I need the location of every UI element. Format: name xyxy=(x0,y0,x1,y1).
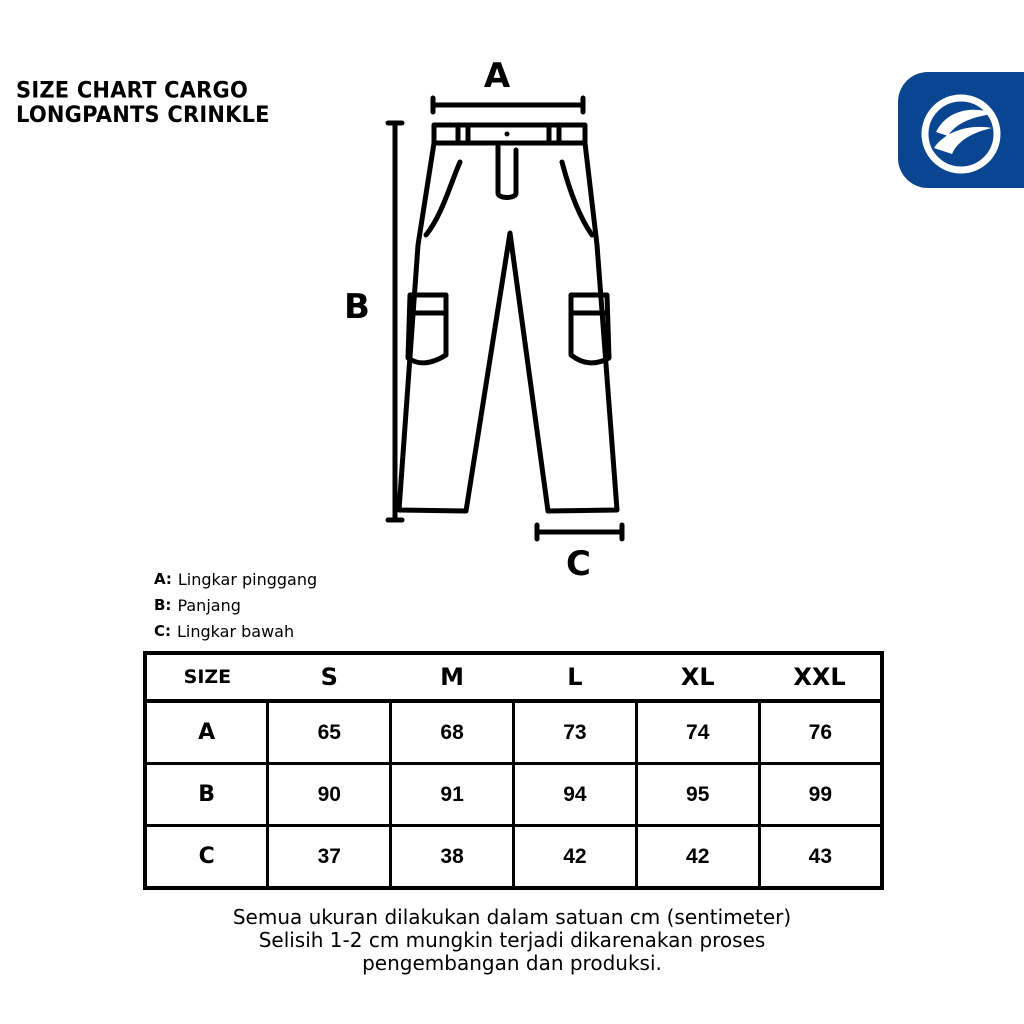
table-cell: 90 xyxy=(268,764,391,826)
dimension-a-label: A xyxy=(483,56,511,96)
table-cell: 73 xyxy=(513,701,636,764)
table-cell: 74 xyxy=(636,701,759,764)
table-row xyxy=(145,826,882,889)
row-label: A xyxy=(145,701,268,764)
table-cell: 76 xyxy=(759,701,882,764)
header-cell-xxl: XXL xyxy=(759,653,882,701)
legend-item-c xyxy=(154,618,317,644)
legend-key: A: xyxy=(154,570,172,588)
legend-text: Panjang xyxy=(177,595,241,615)
legend-text: Lingkar bawah xyxy=(177,621,295,641)
table-cell: 95 xyxy=(636,764,759,826)
size-table xyxy=(143,651,884,890)
header-cell-l: L xyxy=(513,653,636,701)
table-row xyxy=(145,701,882,764)
brand-circle-logo-icon xyxy=(898,72,1024,188)
table-cell: 99 xyxy=(759,764,882,826)
dimension-c-label: C xyxy=(566,544,591,584)
table-cell: 38 xyxy=(391,826,514,889)
table-cell: 42 xyxy=(513,826,636,889)
table-cell: 94 xyxy=(513,764,636,826)
legend-key: C: xyxy=(154,622,172,640)
row-label: C xyxy=(145,826,268,889)
legend-item-a xyxy=(154,566,317,592)
header-cell-s: S xyxy=(268,653,391,701)
table-header-row xyxy=(145,653,882,701)
table-cell: 42 xyxy=(636,826,759,889)
header-cell-size: SIZE xyxy=(145,653,268,701)
note-line-2: Selisih 1-2 cm mungkin terjadi dikarenakan proses xyxy=(258,928,766,952)
table-cell: 68 xyxy=(391,701,514,764)
dimension-b-label: B xyxy=(344,287,370,327)
title-line-1: SIZE CHART CARGO xyxy=(16,77,249,103)
table-cell: 43 xyxy=(759,826,882,889)
table-row xyxy=(145,764,882,826)
measurement-legend xyxy=(154,566,317,644)
pants-diagram xyxy=(330,55,650,585)
page-title xyxy=(16,79,270,127)
size-notes xyxy=(0,906,1024,975)
header-cell-m: M xyxy=(391,653,514,701)
note-line-3: pengembangan dan produksi. xyxy=(362,951,662,975)
table-cell: 91 xyxy=(391,764,514,826)
title-line-2: LONGPANTS CRINKLE xyxy=(16,101,270,128)
note-line-1: Semua ukuran dilakukan dalam satuan cm (sentimeter) xyxy=(232,905,792,929)
legend-item-b xyxy=(154,592,317,618)
table-cell: 65 xyxy=(268,701,391,764)
legend-text: Lingkar pinggang xyxy=(177,569,318,589)
header-cell-xl: XL xyxy=(636,653,759,701)
table-cell: 37 xyxy=(268,826,391,889)
row-label: B xyxy=(145,764,268,826)
legend-key: B: xyxy=(154,596,172,614)
